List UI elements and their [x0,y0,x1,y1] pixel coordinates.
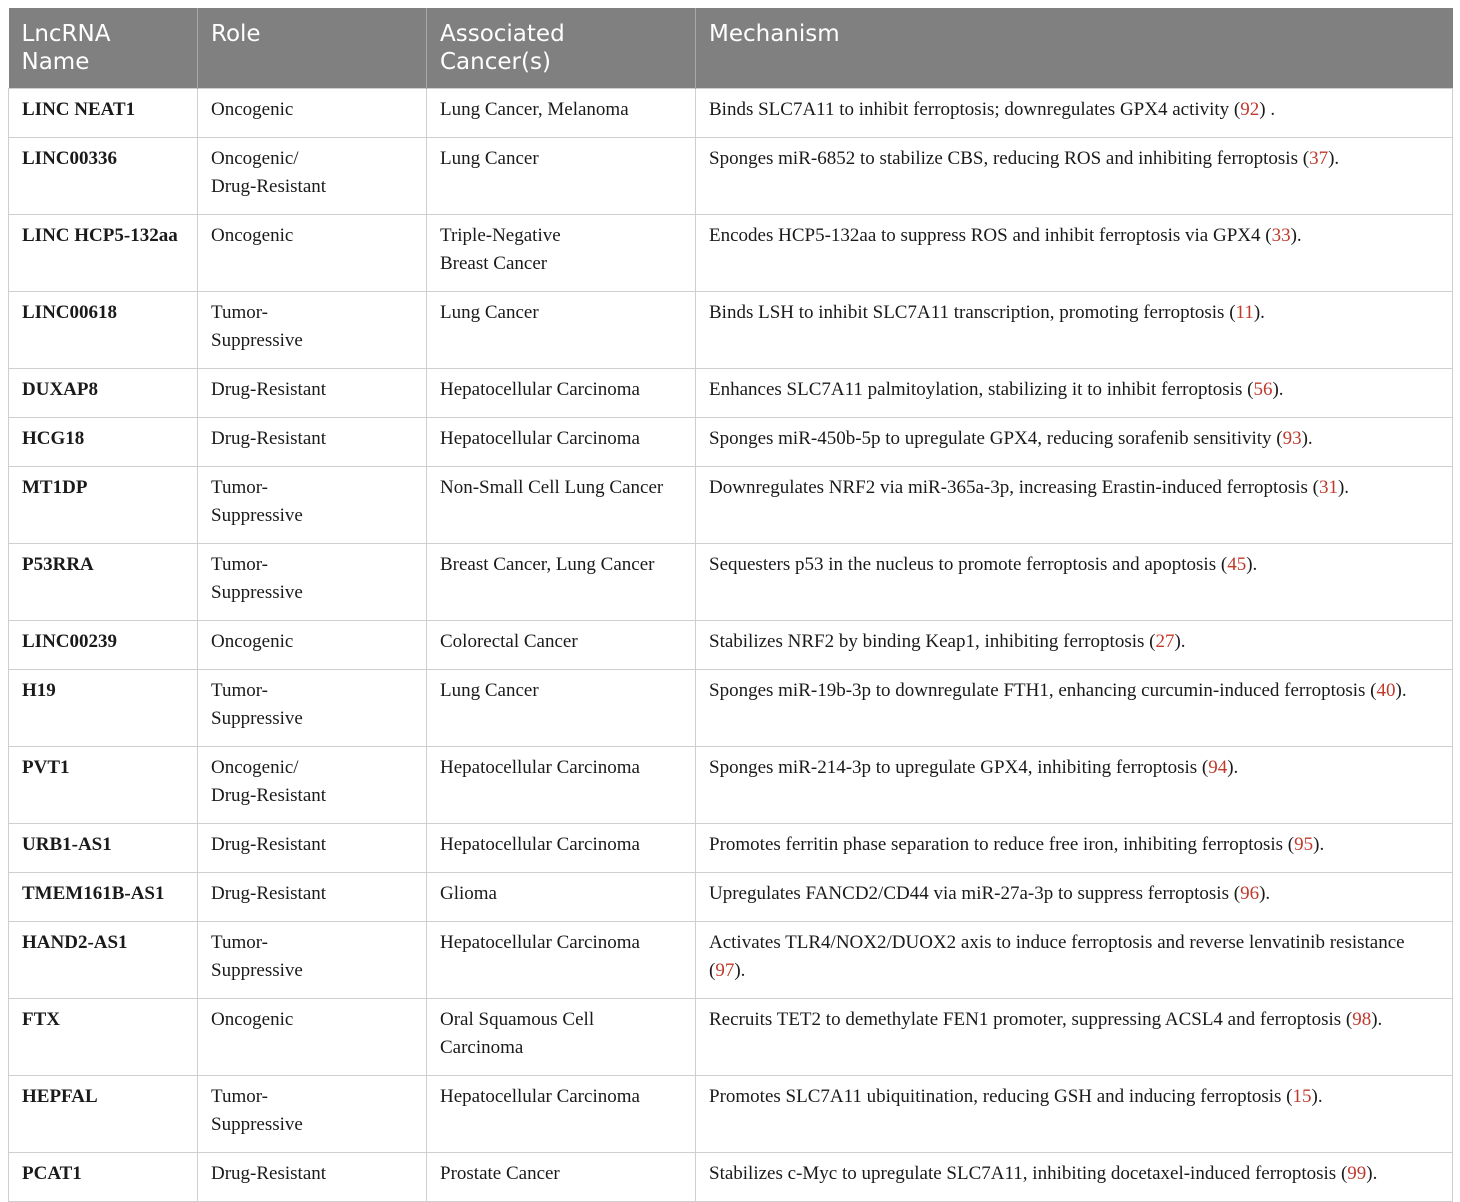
mechanism-text-end: ). [1311,1086,1323,1107]
header-associated-cancers: Associated Cancer(s) [427,8,696,89]
table-row [9,467,1453,544]
lncrna-table [8,8,1453,1202]
mechanism-text: Binds SLC7A11 to inhibit ferroptosis; downregulates GPX4 activity ( [709,99,1241,120]
role-cell: Oncogenic/ Drug-Resistant [198,747,427,824]
table-body [9,89,1453,1202]
role-cell: Oncogenic [198,89,427,138]
role-cell: Tumor-Suppressive [198,467,427,544]
table-row [9,999,1453,1076]
mechanism-cell [696,1153,1453,1202]
cancer-cell: Hepatocellular Carcinoma [427,1076,696,1153]
table-row [9,747,1453,824]
mechanism-text: Activates TLR4/NOX2/DUOX2 axis to induce ferroptosis and reverse lenvatinib resistance ( [709,932,1405,981]
mechanism-text: Upregulates FANCD2/CD44 via miR-27a-3p to suppress ferroptosis ( [709,883,1241,904]
reference-link[interactable]: 97 [715,960,735,981]
role-cell: Tumor-Suppressive [198,670,427,747]
reference-link[interactable]: 56 [1253,379,1273,400]
mechanism-text: Sponges miR-214-3p to upregulate GPX4, inhibiting ferroptosis ( [709,757,1209,778]
mechanism-text: Promotes ferritin phase separation to reduce free iron, inhibiting ferroptosis ( [709,834,1295,855]
role-cell: Oncogenic [198,999,427,1076]
mechanism-text: Enhances SLC7A11 palmitoylation, stabilizing it to inhibit ferroptosis ( [709,379,1254,400]
mechanism-cell [696,824,1453,873]
cancer-cell: Lung Cancer [427,138,696,215]
role-cell: Drug-Resistant [198,369,427,418]
lncrna-name-cell: FTX [9,999,198,1076]
table-row [9,670,1453,747]
cancer-cell: Lung Cancer, Melanoma [427,89,696,138]
table-row [9,621,1453,670]
lncrna-name-cell: URB1-AS1 [9,824,198,873]
mechanism-text-end: ). [1290,225,1302,246]
lncrna-name-cell: DUXAP8 [9,369,198,418]
mechanism-cell [696,544,1453,621]
table-row [9,215,1453,292]
mechanism-text: Sponges miR-19b-3p to downregulate FTH1, enhancing curcumin-induced ferroptosis ( [709,680,1377,701]
lncrna-name-cell: LINC00239 [9,621,198,670]
cancer-cell: Prostate Cancer [427,1153,696,1202]
mechanism-cell [696,369,1453,418]
table-row [9,138,1453,215]
mechanism-text: Sequesters p53 in the nucleus to promote ferroptosis and apoptosis ( [709,554,1228,575]
mechanism-cell [696,922,1453,999]
lncrna-name-cell: PVT1 [9,747,198,824]
mechanism-text: Stabilizes c-Myc to upregulate SLC7A11, inhibiting docetaxel-induced ferroptosis ( [709,1163,1348,1184]
cancer-cell: Hepatocellular Carcinoma [427,369,696,418]
reference-link[interactable]: 45 [1227,554,1247,575]
mechanism-text: Sponges miR-450b-5p to upregulate GPX4, reducing sorafenib sensitivity ( [709,428,1283,449]
mechanism-text-end: ). [1259,883,1271,904]
cancer-cell: Hepatocellular Carcinoma [427,922,696,999]
mechanism-cell [696,292,1453,369]
mechanism-cell [696,747,1453,824]
table-row [9,292,1453,369]
mechanism-text: Downregulates NRF2 via miR-365a-3p, increasing Erastin-induced ferroptosis ( [709,477,1319,498]
table-row [9,544,1453,621]
role-cell: Tumor-Suppressive [198,292,427,369]
reference-link[interactable]: 27 [1155,631,1175,652]
cancer-cell: Lung Cancer [427,292,696,369]
table-row [9,922,1453,999]
reference-link[interactable]: 31 [1318,477,1338,498]
mechanism-text: Recruits TET2 to demethylate FEN1 promoter, suppressing ACSL4 and ferroptosis ( [709,1009,1353,1030]
header-row [9,8,1453,89]
mechanism-text-end: ). [1253,302,1265,323]
mechanism-cell [696,873,1453,922]
reference-link[interactable]: 33 [1271,225,1291,246]
mechanism-text-end: ). [1174,631,1186,652]
role-cell: Oncogenic [198,215,427,292]
lncrna-name-cell: LINC00618 [9,292,198,369]
mechanism-text-end: ). [1395,680,1407,701]
reference-link[interactable]: 99 [1347,1163,1367,1184]
cancer-cell: Lung Cancer [427,670,696,747]
mechanism-text-end: ). [1313,834,1325,855]
reference-link[interactable]: 98 [1352,1009,1372,1030]
mechanism-cell [696,621,1453,670]
table-row [9,418,1453,467]
lncrna-name-cell: P53RRA [9,544,198,621]
mechanism-text-end: ). [1371,1009,1383,1030]
role-cell: Oncogenic [198,621,427,670]
cancer-cell: Colorectal Cancer [427,621,696,670]
mechanism-cell [696,1076,1453,1153]
mechanism-text: Stabilizes NRF2 by binding Keap1, inhibiting ferroptosis ( [709,631,1156,652]
reference-link[interactable]: 92 [1240,99,1260,120]
mechanism-cell [696,215,1453,292]
mechanism-text: Binds LSH to inhibit SLC7A11 transcription, promoting ferroptosis ( [709,302,1236,323]
lncrna-name-cell: TMEM161B-AS1 [9,873,198,922]
header-lncrna-name: LncRNA Name [9,8,198,89]
lncrna-name-cell: LINC00336 [9,138,198,215]
cancer-cell: Oral Squamous Cell Carcinoma [427,999,696,1076]
mechanism-text-end: ). [734,960,746,981]
cancer-cell: Glioma [427,873,696,922]
role-cell: Oncogenic/ Drug-Resistant [198,138,427,215]
mechanism-cell [696,138,1453,215]
mechanism-text-end: ). [1272,379,1284,400]
lncrna-table-container [8,8,1452,1202]
lncrna-name-cell: PCAT1 [9,1153,198,1202]
cancer-cell: Breast Cancer, Lung Cancer [427,544,696,621]
lncrna-name-cell: HEPFAL [9,1076,198,1153]
lncrna-name-cell: MT1DP [9,467,198,544]
cancer-cell: Hepatocellular Carcinoma [427,418,696,467]
role-cell: Tumor-Suppressive [198,544,427,621]
lncrna-name-cell: LINC HCP5-132aa [9,215,198,292]
mechanism-text-end: ). [1337,477,1350,498]
lncrna-name-cell: H19 [9,670,198,747]
reference-link[interactable]: 94 [1208,757,1228,778]
mechanism-text-end: ) . [1259,99,1276,120]
table-row [9,89,1453,138]
table-row [9,824,1453,873]
cancer-cell: Hepatocellular Carcinoma [427,747,696,824]
mechanism-text: Encodes HCP5-132aa to suppress ROS and inhibit ferroptosis via GPX4 ( [709,225,1272,246]
table-row [9,369,1453,418]
role-cell: Tumor-Suppressive [198,922,427,999]
reference-link[interactable]: 93 [1282,428,1302,449]
mechanism-text: Promotes SLC7A11 ubiquitination, reducing GSH and inducing ferroptosis ( [709,1086,1293,1107]
reference-link[interactable]: 95 [1294,834,1314,855]
mechanism-text-end: ). [1227,757,1239,778]
mechanism-cell [696,418,1453,467]
mechanism-text-end: ). [1246,554,1258,575]
table-row [9,1153,1453,1202]
mechanism-text-end: ). [1328,148,1340,169]
mechanism-text: Sponges miR-6852 to stabilize CBS, reducing ROS and inhibiting ferroptosis ( [709,148,1310,169]
role-cell: Drug-Resistant [198,1153,427,1202]
mechanism-text-end: ). [1301,428,1313,449]
mechanism-cell [696,467,1453,544]
reference-link[interactable]: 96 [1240,883,1260,904]
header-role: Role [198,8,427,89]
table-row [9,873,1453,922]
role-cell: Drug-Resistant [198,824,427,873]
lncrna-name-cell: HCG18 [9,418,198,467]
cancer-cell: Hepatocellular Carcinoma [427,824,696,873]
role-cell: Drug-Resistant [198,873,427,922]
lncrna-name-cell: HAND2-AS1 [9,922,198,999]
mechanism-cell [696,89,1453,138]
reference-link[interactable]: 15 [1292,1086,1312,1107]
lncrna-name-cell: LINC NEAT1 [9,89,198,138]
role-cell: Drug-Resistant [198,418,427,467]
reference-link[interactable]: 11 [1235,302,1254,323]
table-row [9,1076,1453,1153]
reference-link[interactable]: 40 [1376,680,1396,701]
cancer-cell: Non-Small Cell Lung Cancer [427,467,696,544]
reference-link[interactable]: 37 [1309,148,1329,169]
header-mechanism: Mechanism [696,8,1453,89]
mechanism-cell [696,999,1453,1076]
mechanism-text-end: ). [1366,1163,1378,1184]
mechanism-cell [696,670,1453,747]
cancer-cell: Triple-Negative Breast Cancer [427,215,696,292]
role-cell: Tumor-Suppressive [198,1076,427,1153]
